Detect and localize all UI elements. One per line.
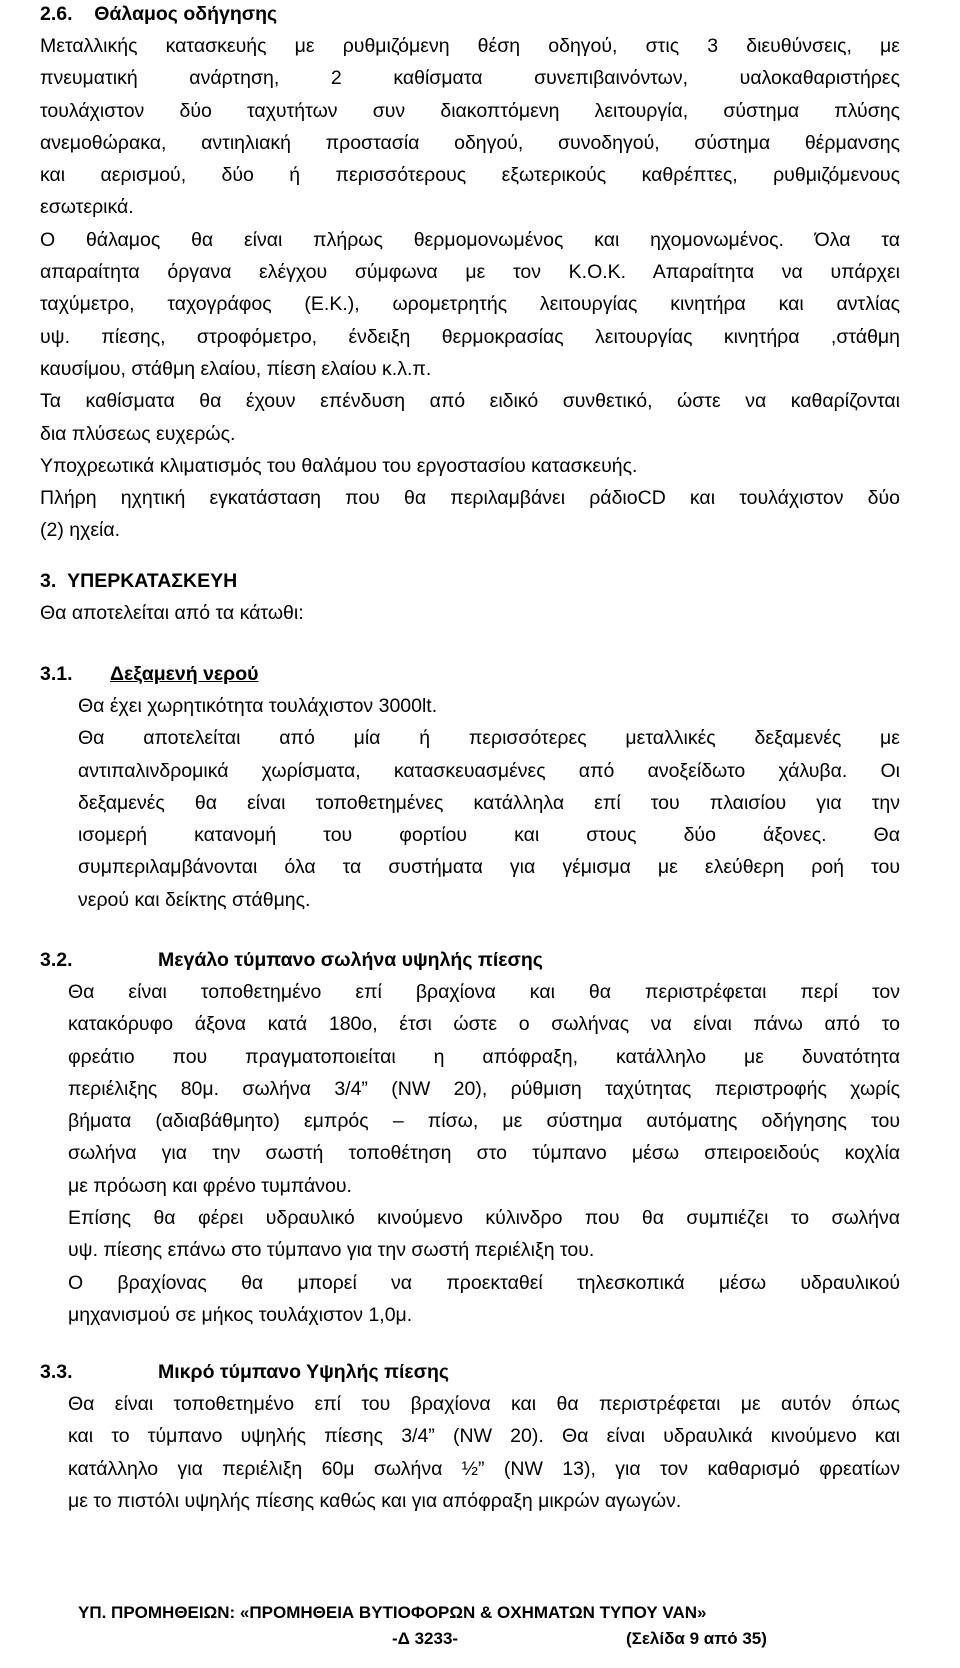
text-line: κατακόρυφο άξονα κατά 180ο, έτσι ώστε ο σωλήνας να είναι πάνω από το — [68, 1013, 900, 1036]
text-line: με το πιστόλι υψηλής πίεσης καθώς και για απόφραξη μικρών αγωγών. — [68, 1489, 682, 1512]
text-line: δια πλύσεως ευχερώς. — [40, 422, 236, 445]
text-line: με πρόωση και φρένο τυμπάνου. — [68, 1174, 352, 1197]
footer-title: ΥΠ. ΠΡΟΜΗΘΕΙΩΝ: «ΠΡΟΜΗΘΕΙΑ ΒΥΤΙΟΦΟΡΩΝ & ΟΧΗΜΑΤΩΝ ΤΥΠΟΥ VAN» — [78, 1603, 707, 1622]
section-3-1-heading — [40, 658, 73, 690]
text-line: συμπεριλαμβάνονται όλα τα συστήματα για γέμισμα με ελεύθερη ροή του — [78, 856, 900, 879]
text-line: και αερισμού, δύο ή περισσότερους εξωτερικούς καθρέπτες, ρυθμιζόμενους — [40, 164, 900, 187]
text-line: Θα αποτελείται από μία ή περισσότερες μεταλλικές δεξαμενές με — [78, 727, 900, 750]
section-3-2-heading — [40, 944, 73, 976]
section-3-3-heading — [40, 1356, 73, 1388]
text-line: περιέλιξης 80μ. σωλήνα 3/4” (NW 20), ρύθμιση ταχύτητας περιστροφής χωρίς — [68, 1077, 900, 1100]
text-line: ισομερή κατανομή του φορτίου και στους δύο άξονες. Θα — [78, 824, 900, 847]
paragraph — [78, 722, 900, 916]
text-line: Θα είναι τοποθετημένο επί βραχίονα και θα περιστρέφεται περί τον — [68, 981, 900, 1003]
text-line: υψ. πίεσης επάνω στο τύμπανο για την σωστή περιέλιξη του. — [68, 1239, 595, 1262]
section-number: 3. — [40, 570, 57, 592]
paragraph — [40, 385, 900, 450]
paragraph — [40, 30, 900, 224]
text-line: βήματα (αδιαβάθμητο) εμπρός – πίσω, με σύστημα αυτόματης οδήγησης του — [68, 1110, 900, 1133]
paragraph — [68, 1267, 900, 1332]
paragraph — [68, 1388, 900, 1517]
paragraph — [68, 976, 900, 1202]
text-line: Τα καθίσματα θα έχουν επένδυση από ειδικό συνθετικό, ώστε να καθαρίζονται — [40, 390, 900, 413]
text-line: Ο θάλαμος θα είναι πλήρως θερμομονωμένος και ηχομονωμένος. Όλα τα — [40, 228, 900, 251]
text-line: αντιπαλινδρομικά χωρίσματα, κατασκευασμένες από ανοξείδωτο χάλυβα. Οι — [78, 759, 900, 782]
section-title: Μεγάλο τύμπανο σωλήνα υψηλής πίεσης — [158, 949, 543, 971]
section-title: Θάλαμος οδήγησης — [94, 3, 278, 25]
text-line: Υποχρεωτικά κλιματισμός του θαλάμου του εργοστασίου κατασκευής. — [40, 454, 638, 477]
footer-page-info: (Σελίδα 9 από 35) — [626, 1629, 767, 1648]
text-line: ταχύμετρο, ταχογράφος (Ε.Κ.), ωρομετρητής λειτουργίας κινητήρα και αντλίας — [40, 293, 900, 316]
text-line: τουλάχιστον δύο ταχυτήτων συν διακοπτόμενη λειτουργία, σύστημα πλύσης — [40, 99, 900, 122]
text-line: νερού και δείκτης στάθμης. — [78, 888, 311, 911]
section-intro: Θα αποτελείται από τα κάτωθι: — [40, 602, 304, 624]
text-line: δεξαμενές θα είναι τοποθετημένες κατάλληλα επί του πλαισίου για την — [78, 791, 900, 814]
section-number: 3.2. — [40, 949, 73, 971]
section-title: ΥΠΕΡΚΑΤΑΣΚΕΥΗ — [67, 570, 238, 592]
text-line: (2) ηχεία. — [40, 519, 121, 542]
paragraph — [78, 690, 900, 722]
footer-doc-id: -Δ 3233- — [392, 1629, 459, 1648]
text-line: ανεμοθώρακα, αντιηλιακή προστασία οδηγού, συνοδηγού, σύστημα θέρμανσης — [40, 131, 900, 154]
text-line: Μεταλλικής κατασκευής με ρυθμιζόμενη θέση οδηγού, στις 3 διευθύνσεις, με — [40, 35, 900, 57]
section-number: 2.6. — [40, 3, 73, 25]
section-2-6-heading — [40, 0, 277, 30]
text-line: και το τύμπανο υψηλής πίεσης 3/4” (NW 20). Θα είναι υδραυλικά κινούμενο και — [68, 1425, 900, 1448]
text-line: μηχανισμού σε μήκος τουλάχιστον 1,0μ. — [68, 1303, 413, 1326]
section-number: 3.1. — [40, 663, 73, 685]
section-3-heading — [40, 565, 237, 597]
section-title: Μικρό τύμπανο Υψηλής πίεσης — [158, 1361, 450, 1383]
text-line: σωλήνα για την σωστή τοποθέτηση στο τύμπανο μέσω σπειροειδούς κοχλία — [68, 1142, 900, 1165]
text-line: απαραίτητα όργανα ελέγχου σύμφωνα με τον Κ.Ο.Κ. Απαραίτητα να υπάρχει — [40, 261, 900, 284]
paragraph — [68, 1202, 900, 1267]
text-line: καυσίμου, στάθμη ελαίου, πίεση ελαίου κ.λ.π. — [40, 357, 432, 380]
section-number: 3.3. — [40, 1361, 73, 1383]
text-line: Θα είναι τοποθετημένο επί του βραχίονα και θα περιστρέφεται με αυτόν όπως — [68, 1393, 900, 1415]
text-line: πνευματική ανάρτηση, 2 καθίσματα συνεπιβαινόντων, υαλοκαθαριστήρες — [40, 67, 900, 90]
text-line: φρεάτιο που πραγματοποιείται η απόφραξη, κατάλληλο με δυνατότητα — [68, 1045, 900, 1068]
section-title: Δεξαμενή νερού — [110, 663, 259, 685]
paragraph — [40, 482, 900, 547]
text-line: υψ. πίεσης, στροφόμετρο, ένδειξη θερμοκρασίας λειτουργίας κινητήρα ,στάθμη — [40, 325, 900, 348]
paragraph — [40, 224, 900, 385]
text-line: Θα έχει χωρητικότητα τουλάχιστον 3000lt. — [78, 695, 438, 717]
text-line: Ο βραχίονας θα μπορεί να προεκταθεί τηλεσκοπικά μέσω υδραυλικού — [68, 1271, 900, 1294]
text-line: Πλήρη ηχητική εγκατάσταση που θα περιλαμβάνει ράδιοCD και τουλάχιστον δύο — [40, 487, 900, 510]
text-line: Επίσης θα φέρει υδραυλικό κινούμενο κύλινδρο που θα συμπιέζει το σωλήνα — [68, 1207, 900, 1230]
text-line: εσωτερικά. — [40, 196, 134, 219]
text-line: κατάλληλο για περιέλιξη 60μ σωλήνα ½” (NW 13), για τον καθαρισμό φρεατίων — [68, 1457, 900, 1480]
paragraph — [40, 450, 900, 482]
